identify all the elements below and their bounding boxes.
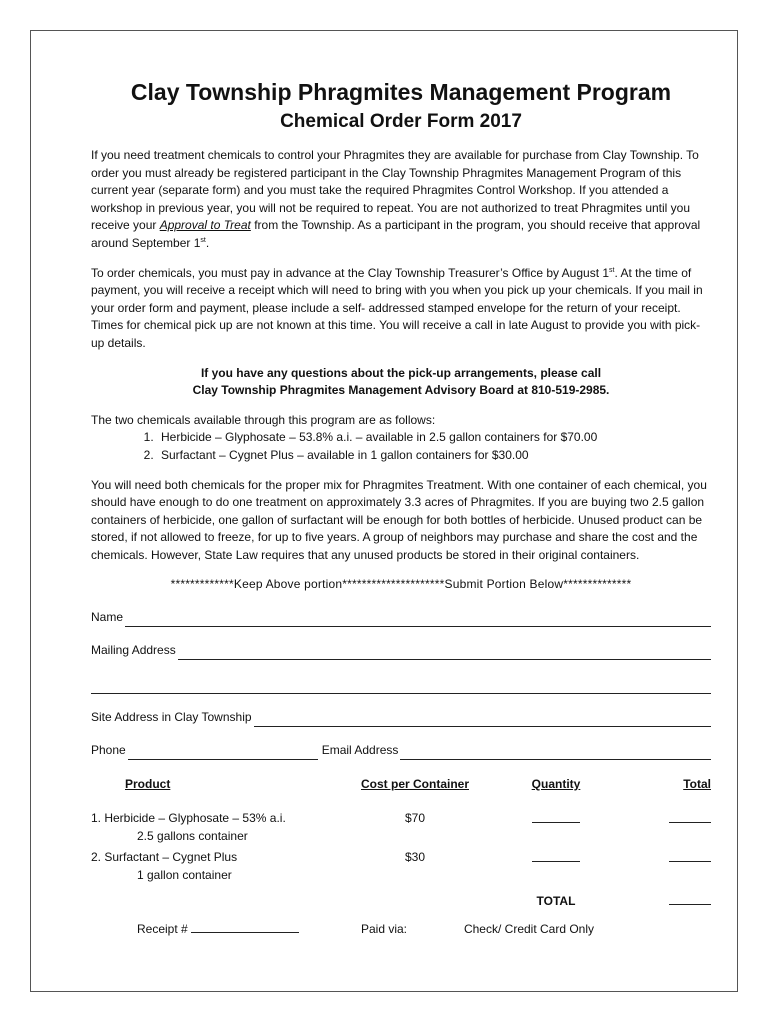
header-cost: Cost per Container: [360, 777, 469, 792]
paid-via-label: Paid via:: [360, 922, 408, 937]
product-detail: 1 gallon container: [137, 867, 232, 882]
header-total: Total: [683, 777, 711, 792]
mailing-address-label: Mailing Address: [91, 643, 176, 658]
contact-notice: If you have any questions about the pick-up arrangements, please call Clay Township Phragmites Management Advisory Board at 810-519-2985.: [192, 365, 610, 398]
name-field[interactable]: [91, 610, 711, 627]
receipt-row: [91, 920, 711, 939]
site-address-label: Site Address in Clay Township: [91, 710, 252, 725]
mailing-address-line[interactable]: [178, 647, 711, 660]
phone-email-row: [91, 743, 711, 760]
intro-paragraph-3: You will need both chemicals for the proper mix for Phragmites Treatment. With one container of each chemical, you should have enough to do one treatment on approximately 3.3 acres of Phragmites. If you are buying two 2.5 gallon containers of herbicide, one gallon of surfactant will be enough for both bottles of herbicide. Unused product can be stored, if not allowed to freeze, for up to five years. A group of neighbors may purchase and share the cost and the chemicals. However, State Law requires that any unused products be stored in their original containers.: [91, 477, 707, 562]
product-detail: 2.5 gallons container: [137, 828, 248, 843]
product-cost: $70: [404, 811, 426, 826]
intro-paragraph-1: If you need treatment chemicals to control your Phragmites they are available for purchase from Clay Township. To order you must already be registered participant in the Clay Township Phragmites Management Program of this current year (separate form) and you must take the required Phragmites Control Workshop. If you attended a workshop in previous year, you will not be required to repeat. You are not authorized to treat Phragmites until you receive your Approval to Treat from the Township. As a participant in the program, you should receive that approval around September 1st.: [91, 148, 701, 250]
receipt-blank[interactable]: [191, 920, 299, 933]
form-content: [91, 77, 711, 939]
site-address-field[interactable]: [91, 710, 711, 727]
approval-to-treat-emphasis: Approval to Treat: [159, 218, 251, 233]
total-row: [91, 888, 711, 910]
site-address-line[interactable]: [254, 714, 711, 727]
page-title: Clay Township Phragmites Management Program: [130, 79, 672, 105]
mailing-address-field[interactable]: [91, 643, 711, 660]
chemical-list: [91, 429, 711, 464]
order-table-header: [91, 776, 711, 794]
product-name: 1. Herbicide – Glyphosate – 53% a.i.: [91, 811, 286, 826]
email-label: Email Address: [321, 743, 399, 758]
chemical-list-intro: The two chemicals available through this program are as follows:: [91, 412, 436, 427]
paid-via-value: Check/ Credit Card Only: [463, 922, 595, 937]
intro-paragraph-2: To order chemicals, you must pay in advance at the Clay Township Treasurer’s Office by August 1st. At the time of payment, you will receive a receipt which will need to bring with you when you pick up your chemicals. If you mail in your order form and payment, please include a self- addressed stamped envelope for the return of your receipt. Times for chemical pick up are not known at this time. You will receive a call in late August to provide you with pick-up details.: [91, 265, 703, 350]
name-label: Name: [91, 610, 124, 625]
page-subtitle: Chemical Order Form 2017: [280, 111, 522, 132]
mailing-address-line-2[interactable]: [91, 676, 711, 694]
product-name: 2. Surfactant – Cygnet Plus: [91, 850, 238, 865]
receipt-label: Receipt #: [137, 922, 188, 937]
product-cost: $30: [404, 850, 426, 865]
header-quantity: Quantity: [531, 777, 581, 792]
total-label: TOTAL: [536, 893, 576, 908]
list-item: 2. Surfactant – Cygnet Plus – available in 1 gallon containers for $30.00: [157, 447, 711, 465]
grand-total-blank[interactable]: [669, 892, 711, 905]
table-row: [91, 849, 711, 884]
table-row: [91, 810, 711, 845]
form-page: [30, 30, 738, 992]
quantity-blank[interactable]: [532, 849, 580, 862]
phone-label: Phone: [91, 743, 126, 758]
total-blank[interactable]: [669, 849, 711, 862]
name-line[interactable]: [125, 614, 711, 627]
quantity-blank[interactable]: [532, 810, 580, 823]
email-line[interactable]: [400, 747, 711, 760]
phone-line[interactable]: [128, 747, 318, 760]
list-item: 1. Herbicide – Glyphosate – 53.8% a.i. – available in 2.5 gallon containers for $70.00: [157, 429, 711, 447]
header-product: Product: [125, 777, 171, 792]
cut-divider: *************Keep Above portion*********************Submit Portion Below**************: [170, 577, 632, 592]
total-blank[interactable]: [669, 810, 711, 823]
